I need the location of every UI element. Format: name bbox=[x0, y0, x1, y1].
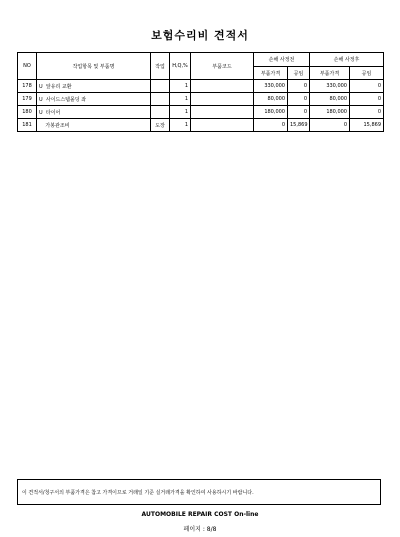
row-partcode bbox=[191, 119, 254, 132]
row-name: 타이어 bbox=[45, 109, 61, 116]
row-part-price-before: 180,000 bbox=[254, 106, 288, 119]
row-partcode bbox=[191, 93, 254, 106]
header-after-group: 손해 사정후 bbox=[310, 53, 384, 67]
header-before-group: 손해 사정전 bbox=[254, 53, 310, 67]
notice-box: 이 견적서/청구서의 부품가격은 참고 가격이므로 거래일 기준 실거래가격을 확인하여 사용하시기 바랍니다. bbox=[17, 479, 381, 505]
header-labor-before: 공임 bbox=[288, 67, 310, 80]
row-name: 앞유리 교환 bbox=[45, 83, 72, 90]
row-labor-before: 0 bbox=[288, 93, 310, 106]
row-code: U bbox=[39, 96, 43, 103]
row-work bbox=[151, 93, 170, 106]
row-no: 178 bbox=[18, 80, 37, 93]
header-no: NO bbox=[18, 53, 37, 80]
row-labor-before: 0 bbox=[288, 106, 310, 119]
row-no: 181 bbox=[18, 119, 37, 132]
row-code: U bbox=[39, 83, 43, 90]
row-part-price-before: 0 bbox=[254, 119, 288, 132]
row-item bbox=[37, 80, 151, 93]
table-row bbox=[18, 119, 384, 132]
footer-brand: AUTOMOBILE REPAIR COST On-line bbox=[141, 511, 259, 518]
row-work bbox=[151, 80, 170, 93]
row-name: 사이드스텝몰딩 좌 bbox=[45, 96, 87, 103]
row-part-price-after: 0 bbox=[310, 119, 350, 132]
row-hq: 1 bbox=[170, 80, 191, 93]
row-item bbox=[37, 106, 151, 119]
row-part-price-before: 330,000 bbox=[254, 80, 288, 93]
row-item bbox=[37, 119, 151, 132]
row-partcode bbox=[191, 106, 254, 119]
row-part-price-after: 180,000 bbox=[310, 106, 350, 119]
header-labor-after: 공임 bbox=[350, 67, 384, 80]
row-labor-after: 0 bbox=[350, 80, 384, 93]
row-item bbox=[37, 93, 151, 106]
row-part-price-after: 330,000 bbox=[310, 80, 350, 93]
row-part-price-after: 80,000 bbox=[310, 93, 350, 106]
footer-page-number: 페이지 : 8/8 bbox=[183, 526, 217, 533]
row-partcode bbox=[191, 80, 254, 93]
header-hq: H,Q,% bbox=[170, 53, 191, 80]
header-partcode: 부품코드 bbox=[191, 53, 254, 80]
row-labor-after: 0 bbox=[350, 106, 384, 119]
document-title: 보험수리비 견적서 bbox=[151, 29, 249, 42]
row-part-price-before: 80,000 bbox=[254, 93, 288, 106]
header-item: 작업항목 및 부품명 bbox=[37, 53, 151, 80]
row-hq: 1 bbox=[170, 93, 191, 106]
row-name: 가봉관조비 bbox=[45, 122, 70, 129]
row-code: U bbox=[39, 109, 43, 116]
estimate-table bbox=[17, 52, 384, 132]
row-no: 180 bbox=[18, 106, 37, 119]
row-no: 179 bbox=[18, 93, 37, 106]
row-hq: 1 bbox=[170, 119, 191, 132]
table-row bbox=[18, 93, 384, 106]
row-labor-before: 0 bbox=[288, 80, 310, 93]
row-hq: 1 bbox=[170, 106, 191, 119]
header-work: 작업 bbox=[151, 53, 170, 80]
table-row bbox=[18, 106, 384, 119]
row-labor-before: 15,869 bbox=[288, 119, 310, 132]
header-part-price-before: 부품가격 bbox=[254, 67, 288, 80]
row-work: 도장 bbox=[151, 119, 170, 132]
row-work bbox=[151, 106, 170, 119]
table-row bbox=[18, 80, 384, 93]
row-labor-after: 0 bbox=[350, 93, 384, 106]
row-labor-after: 15,869 bbox=[350, 119, 384, 132]
header-part-price-after: 부품가격 bbox=[310, 67, 350, 80]
